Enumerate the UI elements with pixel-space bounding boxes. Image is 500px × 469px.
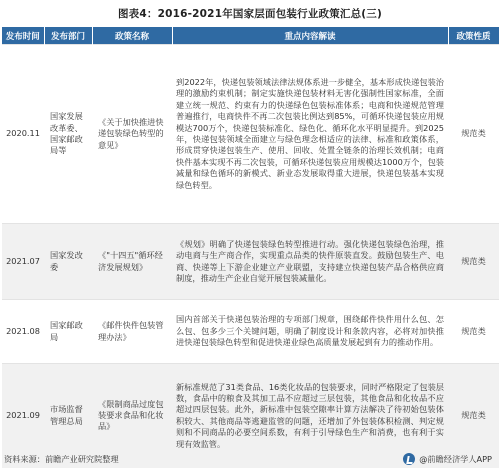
table-header-row (2, 27, 499, 45)
brand-logo-icon (403, 453, 415, 465)
row-date: 2021.08 (2, 300, 44, 364)
brand-credit (403, 453, 492, 465)
row-policy-name: 《邮件快件包装管理办法》 (92, 300, 172, 364)
row-policy-name: 《关于加快推进快递包装绿色转型的意见》 (92, 45, 172, 224)
table-row (2, 300, 499, 364)
source-note: 资料来源：前瞻产业研究院整理 (4, 454, 119, 464)
row-date: 2021.07 (2, 224, 44, 300)
footer (0, 450, 500, 469)
chart-title: 图表4：2016-2021年国家层面包装行业政策汇总(三) (117, 7, 382, 20)
row-content: 到2022年，快递包装领域法律法规体系进一步健全，基本形成快递包装治理的激励约束机制；制定实施快递包装材料无害化强制性国家标准，全面建立统一规范、约束有力的快递绿色包装标准体系；电商和快递规范管理普遍推行，电商快件不再二次包装比例达到85%，可循环快递包装应用规模达700万个，快递包装标准化、绿色化、循环化水平明显提升。到2025年，快递包装领域全面建立与绿色理念相适应的法律、标准和政策体系，形成贯穿快递包装生产、使用、回收、处置全链条的治理长效机制；电商快件基本实现不再二次包装，可循环快递包装应用规模达1000万个，包装减量和绿色循环的新模式、新业态发展取得重大进展，快递包装基本实现绿色转型。 (172, 45, 448, 224)
row-content: 国内首部关于快递包装治理的专项部门规章，围绕邮件快件用什么包、怎么包、包多少三个关键问题，明确了制度设计和条款内容，必将对加快推进快递包装绿色转型和促进快递业绿色高质量发展起到有力的推动作用。 (172, 300, 448, 364)
row-content: 新标准规范了31类食品、16类化妆品的包装要求，同时严格限定了包装层数，食品中的粮食及其加工品不应超过三层包装，其他食品和化妆品不应超过四层包装。此外，新标准中包装空隙率计算方法解决了待初始包装体积较大、其他商品等逃避监管的问题，还增加了外包装体积检测、判定规则和不同商品的必要空间系数，有利于引导绿色生产和消费，也有利于实现有效监管。 (172, 364, 448, 468)
table-row (2, 45, 499, 224)
brand-text: @前瞻经济学人APP (419, 453, 492, 464)
header-content: 重点内容解读 (172, 27, 448, 45)
row-policy-name: 《限制商品过度包装要求食品和化妆品》 (92, 364, 172, 468)
row-dept: 国家发展改革委、国家邮政局等 (44, 45, 92, 224)
row-dept: 国家邮政局 (44, 300, 92, 364)
header-policy-name: 政策名称 (92, 27, 172, 45)
row-nature: 规范类 (448, 364, 499, 468)
row-policy-name: 《"十四五"循环经济发展规划》 (92, 224, 172, 300)
header-nature: 政策性质 (448, 27, 499, 45)
row-nature: 规范类 (448, 300, 499, 364)
row-dept: 国家发改委 (44, 224, 92, 300)
header-date: 发布时间 (2, 27, 44, 45)
header-dept: 发布部门 (44, 27, 92, 45)
policy-table (2, 27, 500, 468)
row-content: 《规划》明确了快递包装绿色转型推进行动。强化快递包装绿色治理，推动电商与生产商合作，实现重点品类的快件原装直发。鼓励包装生产、电商、快递等上下游企业建立产业联盟，支持建立快递包装产品合格供应商制度，推动生产企业自觉开展包装减量化。 (172, 224, 448, 300)
row-dept: 市场监督管理总局 (44, 364, 92, 468)
table-row (2, 224, 499, 300)
row-nature: 规范类 (448, 45, 499, 224)
row-nature: 规范类 (448, 224, 499, 300)
row-date: 2020.11 (2, 45, 44, 224)
row-date: 2021.09 (2, 364, 44, 468)
